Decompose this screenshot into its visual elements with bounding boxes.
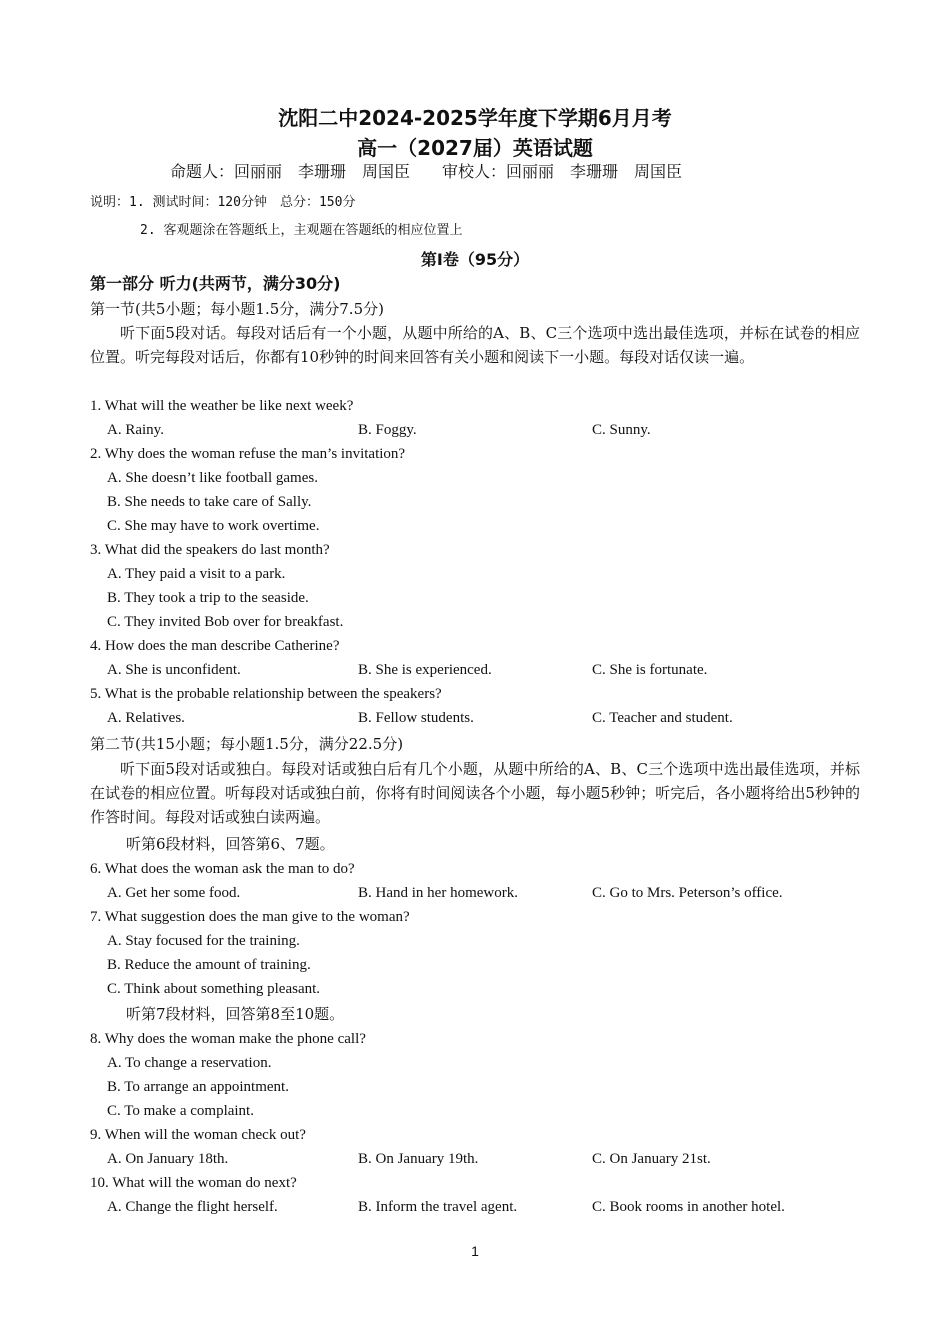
question-2-option-c: C. She may have to work overtime. bbox=[107, 518, 320, 534]
question-3-option-b: B. They took a trip to the seaside. bbox=[107, 590, 309, 606]
question-3-option-a: A. They paid a visit to a park. bbox=[107, 566, 286, 582]
question-7-option-c: C. Think about something pleasant. bbox=[107, 981, 321, 997]
question-7: 7. What suggestion does the man give to the woman? bbox=[90, 909, 410, 925]
authors-line: 命题人：回丽丽 李珊珊 周国臣 审校人：回丽丽 李珊珊 周国臣 bbox=[170, 162, 683, 181]
question-2: 2. Why does the woman refuse the man’s invitation? bbox=[90, 446, 406, 462]
page-number: 1 bbox=[471, 1243, 479, 1259]
question-4-option-a: A. She is unconfident. bbox=[107, 662, 241, 678]
section1-heading: 第一节(共5小题；每小题1.5分，满分7.5分) bbox=[90, 300, 384, 318]
question-6-option-b: B. Hand in her homework. bbox=[358, 885, 518, 901]
exam-subtitle: 高一（2027届）英语试题 bbox=[357, 136, 593, 160]
question-10-option-a: A. Change the flight herself. bbox=[107, 1199, 278, 1215]
question-4-option-c: C. She is fortunate. bbox=[592, 662, 708, 678]
question-6: 6. What does the woman ask the man to do? bbox=[90, 861, 355, 877]
question-5-option-b: B. Fellow students. bbox=[358, 710, 474, 726]
section2-instructions: 听下面5段对话或独白。每段对话或独白后有几个小题，从题中所给的A、B、C三个选项中选出最佳选项，并标在试卷的相应位置。听每段对话或独白前，你将有时间阅读各个小题，每小题5秒钟；听完后，各小题将给出5秒钟的作答时间。每段对话或独白读两遍。 bbox=[90, 760, 860, 826]
question-8-option-c: C. To make a complaint. bbox=[107, 1103, 254, 1119]
question-6-option-a: A. Get her some food. bbox=[107, 885, 241, 901]
material-7-note: 听第7段材料，回答第8至10题。 bbox=[126, 1005, 345, 1023]
question-5-option-a: A. Relatives. bbox=[107, 710, 185, 726]
question-6-option-c: C. Go to Mrs. Peterson’s office. bbox=[592, 885, 783, 901]
question-4-option-b: B. She is experienced. bbox=[358, 662, 492, 678]
question-5-option-c: C. Teacher and student. bbox=[592, 710, 733, 726]
question-9-option-b: B. On January 19th. bbox=[358, 1151, 479, 1167]
question-3: 3. What did the speakers do last month? bbox=[90, 542, 330, 558]
exam-note-2: 2. 客观题涂在答题纸上，主观题在答题纸的相应位置上 bbox=[140, 223, 463, 238]
volume-heading: 第I卷（95分） bbox=[420, 250, 530, 269]
question-1-option-b: B. Foggy. bbox=[358, 422, 417, 438]
question-1-option-c: C. Sunny. bbox=[592, 422, 651, 438]
question-9: 9. When will the woman check out? bbox=[90, 1127, 306, 1143]
question-1-option-a: A. Rainy. bbox=[107, 422, 164, 438]
question-8-option-b: B. To arrange an appointment. bbox=[107, 1079, 289, 1095]
question-4: 4. How does the man describe Catherine? bbox=[90, 638, 340, 654]
exam-title: 沈阳二中2024-2025学年度下学期6月月考 bbox=[278, 106, 672, 130]
material-6-note: 听第6段材料，回答第6、7题。 bbox=[126, 835, 335, 853]
part1-heading: 第一部分 听力(共两节，满分30分) bbox=[90, 274, 341, 293]
question-2-option-b: B. She needs to take care of Sally. bbox=[107, 494, 312, 510]
question-5: 5. What is the probable relationship between the speakers? bbox=[90, 686, 442, 702]
question-3-option-c: C. They invited Bob over for breakfast. bbox=[107, 614, 344, 630]
question-1: 1. What will the weather be like next week? bbox=[90, 398, 354, 414]
exam-note-1: 说明：1. 测试时间：120分钟 总分：150分 bbox=[90, 195, 356, 210]
question-9-option-c: C. On January 21st. bbox=[592, 1151, 711, 1167]
section2-heading: 第二节(共15小题；每小题1.5分，满分22.5分) bbox=[90, 735, 404, 753]
question-7-option-b: B. Reduce the amount of training. bbox=[107, 957, 311, 973]
question-10-option-b: B. Inform the travel agent. bbox=[358, 1199, 518, 1215]
question-2-option-a: A. She doesn’t like football games. bbox=[107, 470, 318, 486]
question-9-option-a: A. On January 18th. bbox=[107, 1151, 229, 1167]
section1-instructions: 听下面5段对话。每段对话后有一个小题，从题中所给的A、B、C三个选项中选出最佳选项，并标在试卷的相应位置。听完每段对话后，你都有10秒钟的时间来回答有关小题和阅读下一小题。每段对话仅读一遍。 bbox=[90, 324, 860, 366]
question-8-option-a: A. To change a reservation. bbox=[107, 1055, 272, 1071]
question-10-option-c: C. Book rooms in another hotel. bbox=[592, 1199, 785, 1215]
question-7-option-a: A. Stay focused for the training. bbox=[107, 933, 300, 949]
question-8: 8. Why does the woman make the phone call? bbox=[90, 1031, 366, 1047]
question-10: 10. What will the woman do next? bbox=[90, 1175, 297, 1191]
